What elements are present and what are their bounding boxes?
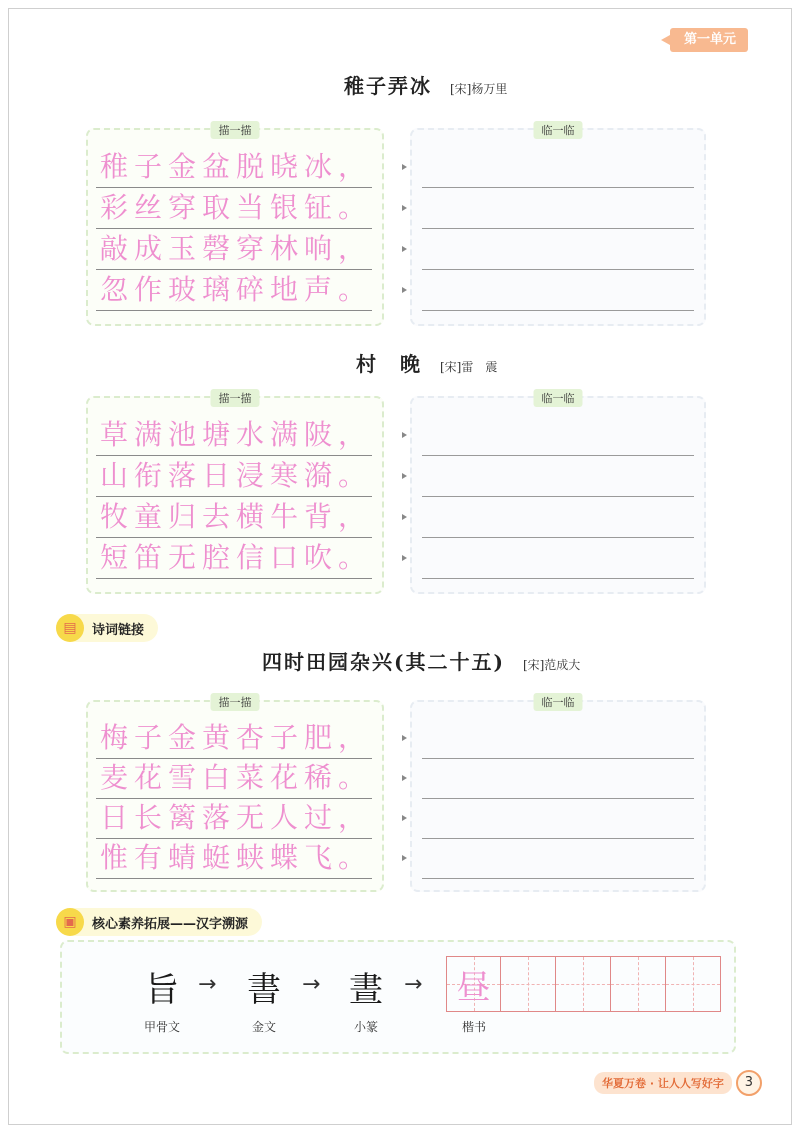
- trace-line: [96, 415, 372, 456]
- stage-label: 金文: [251, 1020, 276, 1034]
- stage-label: 楷书: [461, 1020, 486, 1034]
- arrow-icon: [402, 775, 407, 781]
- trace-line: [96, 456, 372, 497]
- poem-1-author: [宋]杨万里: [450, 82, 508, 96]
- poem-2-copy-panel: [410, 392, 706, 594]
- poem-1-copy-panel: [410, 124, 706, 326]
- trace-line: [96, 758, 372, 799]
- writing-line[interactable]: [422, 147, 694, 188]
- grid-cell-example: [446, 956, 501, 1012]
- writing-line[interactable]: [422, 229, 694, 270]
- arrow-icon: [402, 555, 407, 561]
- arrow-icon: [402, 432, 407, 438]
- stage-label: 小篆: [353, 1020, 378, 1034]
- trace-label: 描一描: [211, 389, 260, 407]
- arrow-icon: [402, 735, 407, 741]
- arrow-right-icon: →: [404, 972, 423, 997]
- trace-line: [96, 188, 372, 229]
- poem-1-title: 稚子弄冰: [344, 74, 432, 98]
- writing-line[interactable]: [422, 798, 694, 839]
- writing-line[interactable]: [422, 188, 694, 229]
- poem-line: 麦花雪白菜花稀。: [100, 761, 373, 794]
- copy-label: 临一临: [534, 121, 583, 139]
- unit-badge: 第一单元: [670, 28, 748, 52]
- writing-line[interactable]: [422, 718, 694, 759]
- poem-line: 惟有蜻蜓蛱蝶飞。: [100, 841, 373, 874]
- writing-line[interactable]: [422, 538, 694, 579]
- writing-line[interactable]: [422, 758, 694, 799]
- poem-line: 彩丝穿取当银钲。: [100, 191, 373, 224]
- arrow-right-icon: →: [198, 972, 217, 997]
- trace-line: [96, 147, 372, 188]
- writing-line[interactable]: [422, 838, 694, 879]
- practice-grid: [446, 956, 721, 1012]
- arrow-icon: [402, 246, 407, 252]
- trace-line: [96, 229, 372, 270]
- stage-label: 甲骨文: [143, 1020, 180, 1034]
- writing-line[interactable]: [422, 415, 694, 456]
- writing-line[interactable]: [422, 270, 694, 311]
- book-icon: ▤: [56, 614, 84, 642]
- poetry-link-header: [56, 614, 158, 642]
- poem-line: 敲成玉磬穿林响，: [100, 232, 373, 265]
- section-label: 核心素养拓展——汉字溯源: [92, 916, 249, 932]
- poem-line: 山衔落日浸寒漪。: [100, 459, 373, 492]
- trace-line: [96, 538, 372, 579]
- poem-1-title-row: [344, 70, 507, 99]
- grid-cell[interactable]: [556, 956, 611, 1012]
- trace-label: 描一描: [211, 121, 260, 139]
- core-extension-header: [56, 908, 262, 936]
- grid-cell[interactable]: [666, 956, 721, 1012]
- arrow-icon: [402, 287, 407, 293]
- poem-line: 梅子金黄杏子肥，: [100, 721, 373, 754]
- trace-line: [96, 798, 372, 839]
- page-number: 3: [736, 1070, 762, 1096]
- bronze-glyph: 書: [247, 970, 281, 1010]
- section-label: 诗词链接: [92, 622, 145, 638]
- copy-label: 临一临: [534, 693, 583, 711]
- arrow-right-icon: →: [302, 972, 321, 997]
- poem-2-title: 村 晚: [356, 352, 422, 376]
- arrow-icon: [402, 205, 407, 211]
- trace-line: [96, 497, 372, 538]
- writing-line[interactable]: [422, 456, 694, 497]
- arrow-icon: [402, 855, 407, 861]
- trace-label: 描一描: [211, 693, 260, 711]
- footer-slogan: 华夏万卷 · 让人人写好字: [594, 1072, 732, 1094]
- poem-line: 稚子金盆脱晓冰，: [100, 150, 373, 183]
- arrow-icon: [402, 473, 407, 479]
- poem-3-title: 四时田园杂兴(其二十五): [262, 650, 505, 674]
- poem-line: 短笛无腔信口吹。: [100, 541, 373, 574]
- poem-line: 牧童归去横牛背，: [100, 500, 373, 533]
- arrow-icon: [402, 815, 407, 821]
- writing-line[interactable]: [422, 497, 694, 538]
- footer: [594, 1070, 762, 1096]
- trace-line: [96, 838, 372, 879]
- arrow-icon: [402, 164, 407, 170]
- poem-2-title-row: [356, 348, 497, 377]
- poem-line: 草满池塘水满陂，: [100, 418, 373, 451]
- poem-line: 忽作玻璃碎地声。: [100, 273, 373, 306]
- poem-3-copy-panel: [410, 696, 706, 892]
- copy-label: 临一临: [534, 389, 583, 407]
- poem-3-title-row: [262, 646, 580, 675]
- bag-icon: ▣: [56, 908, 84, 936]
- grid-cell[interactable]: [611, 956, 666, 1012]
- trace-line: [96, 270, 372, 311]
- regular-script-glyph: 昼: [456, 967, 491, 1008]
- oracle-bone-glyph: 旨: [145, 970, 179, 1010]
- poem-2-trace-panel: [86, 392, 384, 594]
- poem-line: 日长篱落无人过，: [100, 801, 373, 834]
- poem-2-author: [宋]雷 震: [440, 360, 498, 374]
- seal-script-glyph: 晝: [349, 970, 383, 1010]
- trace-line: [96, 718, 372, 759]
- poem-3-trace-panel: [86, 696, 384, 892]
- arrow-icon: [402, 514, 407, 520]
- poem-3-author: [宋]范成大: [522, 658, 581, 672]
- poem-1-trace-panel: [86, 124, 384, 326]
- grid-cell[interactable]: [501, 956, 556, 1012]
